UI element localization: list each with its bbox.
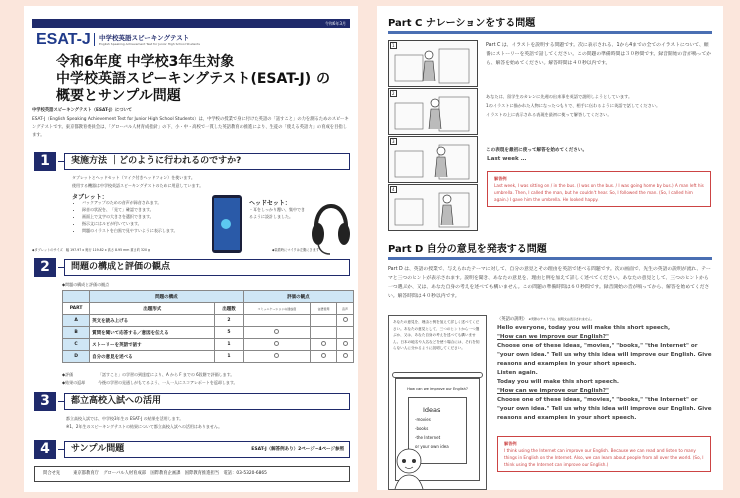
part-c-situation: あなたは、留学生のカレンに先週の出来事を英語で説明しようとしています。 1のイラストに描かれた人物になったつもりで、相手に伝わるように英語で話してください。 イラストの上に表示される表現を最初に使って解答してください。 bbox=[486, 94, 661, 117]
table-row: B 質問を聞いて応答する／意図を伝える 5 bbox=[63, 327, 354, 339]
screen-question: How can we improve our English? bbox=[407, 387, 468, 391]
tablet-heading: タブレット： bbox=[72, 194, 108, 201]
illustration-panel: 1 bbox=[388, 40, 478, 87]
script-line: Listen again. bbox=[497, 370, 538, 376]
table-row: A 英文を読み上げる 2 bbox=[63, 315, 354, 327]
s3-text: 都立高校入試では、中学校3年生の ESAT-J の結果を活用します。 ※1、2年生のスピーキングテストの結果について都立高校入試への活用はありません。 bbox=[66, 416, 223, 429]
script-line: reasons and examples in your short speech. bbox=[497, 415, 637, 421]
about-text: ESAT-J（English Speaking Achievement Test for Junior High School Students）は、中学校の授業で身に付けた英語の「話すこと」の力を測るためのスピーキングテストです。東京都教育委員会は、「グローバル人材育成指針」の下、小・中・高校で一貫した英語教育の推進により、生徒の「使える英語力」の育成を目指します。 bbox=[32, 117, 349, 138]
illustration-panel: 3 bbox=[388, 136, 478, 183]
scene-sketch-icon bbox=[389, 89, 478, 135]
logo-subtitle: 中学校英語スピーキングテスト English Speaking Achievement Test for Junior High School Students bbox=[94, 33, 200, 46]
s1-intro: タブレットとヘッドセット（マイク付きヘッドフォン）を使います。 使用する機器は中学校英語スピーキングテストのために用意しています。 bbox=[72, 175, 204, 188]
contact-box: 問合せ先 東京都教育庁 グローバル人材育成部 国際教育企画課 国際教育推進担当 電話：03-5320-6865 bbox=[34, 466, 350, 482]
ideas-box: Ideas -movies -books -the Internet or your own idea bbox=[408, 397, 467, 464]
check-circle-icon bbox=[274, 341, 279, 346]
headset-note: ◆装着時にマイクは左側にきます bbox=[272, 248, 319, 252]
script-line: Today you will make this short speech. bbox=[497, 379, 620, 385]
script-line: reasons and examples in your short speech. bbox=[497, 361, 637, 367]
illustration-panel: 2 bbox=[388, 88, 478, 135]
check-circle-icon bbox=[274, 329, 279, 334]
headset-text: ・耳をしっかり覆い、集中できるように設計しました。 bbox=[249, 207, 305, 219]
check-circle-icon bbox=[343, 341, 348, 346]
tablet-points: • バックアップのための音声が録音されます。 • 録音の状況を、「見て」確認できます。 • 画面上で文字の大きさを選択できます。 • 指示文にはルビが付いています。 • 問題のイラストを白黒で見やすいように表示します。 bbox=[76, 199, 178, 234]
part-c-prompt: この表現を最初に使って解答を始めてください。 bbox=[486, 148, 588, 153]
part-c-heading: Part C ナレーションをする問題 bbox=[388, 18, 536, 29]
tablet-note: ◆タブレットのサイズ 幅 197.97 x 奥行 119.82 x 高さ 8.95 mm 重さ約 320 g bbox=[32, 248, 151, 252]
table-notes: ◆評価 「話すこと」の学習の到達度により、A から F までの 6段階で評価します。 ◆結果の返却 今後の学習の見通しがもてるよう、一人一人にスコアレポートを返却します。 bbox=[62, 372, 238, 385]
part-d-description: Part D は、英語の授業で、与えられたテーマに対して、自分の意見とその理由を英語で述べる問題です。次の画面で、先生の英語の説明が流れ、テーマと三つのヒントが表示されます。説明を聞き、あなたの意見を、理由と例を加えて詳しく述べてください。あなたの意見として、三つのヒントから一つ選ぶか、又は、あなた自身の考えを述べても構いません。この問題の準備時間は６０秒間です。録音開始の音が鳴ってから、解答を始めてください。解答時間は４０秒以内です。 bbox=[388, 267, 711, 299]
section-1-header: 1 実施方法 ｜どのように行われるのですか? bbox=[34, 152, 350, 171]
section-3-header: 3 都立高校入試への活用 bbox=[34, 392, 350, 411]
check-circle-icon bbox=[321, 341, 326, 346]
table-row: D 自分の意見を述べる 1 bbox=[63, 351, 354, 363]
part-c-description: Part C は、イラストを説明する問題です。次に表示される、1から4までの全てのイラストについて、順番にストーリーを英語で話してください。この問題の準備時間は３０秒間です。録音開始の音が鳴ってから、解答を始めてください。解答時間は４０秒以内です。 bbox=[486, 43, 712, 66]
scene-sketch-icon bbox=[389, 185, 478, 231]
about-heading: 中学校英語スピーキングテスト（ESAT-J）について bbox=[32, 108, 133, 113]
check-circle-icon bbox=[343, 353, 348, 358]
check-circle-icon bbox=[274, 353, 279, 358]
script-line: Choose one of these ideas, "movies," "books," "the Internet" or bbox=[497, 397, 698, 403]
script-line: "your own idea." Tell us why this idea will improve our English. Give bbox=[497, 352, 712, 358]
part-c-starter: Last week … bbox=[487, 156, 527, 162]
date-bar: 令和6年3月 bbox=[32, 19, 350, 28]
overview-page bbox=[24, 6, 358, 492]
tablet-image bbox=[212, 195, 242, 253]
part-c-illustrations bbox=[388, 40, 478, 232]
part-d-answer: 解答例 I think using the Internet can improve our English. Because we can read and listen to many things in English on the Internet. Also, we can learn about people from all over the world. (So, I think using the Internet can improve our English.) bbox=[497, 436, 711, 472]
sample-questions-page bbox=[377, 6, 723, 490]
part-c-answer: 解答例 Last week, I was sitting on / in the bus. (I was on the bus. / I was going home by bus.) A man left his umbrella. Then, I called the man, but he couldn't hear. So, I followed the man. (So, I called him again.) I gave him the umbrella. He looked happy. bbox=[487, 171, 711, 207]
scene-sketch-icon bbox=[389, 137, 478, 183]
table-caption: ◆問題の構成と評価の観点 bbox=[62, 282, 110, 287]
part-d-heading: Part D 自分の意見を発表する問題 bbox=[388, 244, 547, 255]
illustration-panel: 4 bbox=[388, 184, 478, 231]
check-circle-icon bbox=[321, 353, 326, 358]
script-line: Hello everyone, today you will make this short speech, bbox=[497, 325, 671, 331]
script-line: "How can we improve our English?" bbox=[497, 388, 609, 394]
scene-sketch-icon bbox=[389, 41, 478, 87]
esat-logo: ESAT-J bbox=[36, 31, 91, 48]
check-circle-icon bbox=[343, 317, 348, 322]
teacher-illustration bbox=[391, 445, 427, 489]
english-explanation: 〈英語の説明〉 ※実際のテストでは、説明文は表示されません。 Hello everyone, today you will make this short speech, "How can we improve our English?" Choose one of these ideas, "movies," "books," "the Internet" or "your own idea." Tell us why this idea will improve our English. Give reasons and examples in your short speech. Listen again. Today you will make this short speech. "How can we improve our English?" Choose one of these ideas, "movies," "books," "the Internet" or "your own idea." Tell us why this idea will improve our English. Give reasons and examples in your short speech. bbox=[497, 315, 717, 423]
script-line: "How can we improve our English?" bbox=[497, 334, 609, 340]
script-line: "your own idea." Tell us why this idea will improve our English. Give bbox=[497, 406, 712, 412]
section-4-header: 4 サンプル問題 ESAT-J（解答例あり）2ページ~4ページ参照 bbox=[34, 440, 350, 459]
table-row: C ストーリーを英語で話す 1 bbox=[63, 339, 354, 351]
part-d-screen: あなたの意見を、理由と例を加えて詳しく述べてください。あなたの意見として、三つのヒントから一つ選ぶか、又は、あなた自身の考えを述べても構いません。日本の地名や人名などを使う場合には、それを知らない人に分かるように説明してください。 How can we improve our English? Ideas -movies -books -the Internet or your own idea bbox=[388, 315, 487, 490]
evaluation-table: 問題の構成 評価の観点 PART 出題形式 出題数 コミュニケーションの達成度 言語使用 音声 A 英文を読み上げる 2 B 質問を聞いて応答する／意図を伝える 5 C ストーリーを英語で話す 1 D 自分の意見を述べる 1 bbox=[62, 290, 354, 363]
script-line: Choose one of these ideas, "movies," "books," "the Internet" or bbox=[497, 343, 698, 349]
page-title: 令和6年度 中学校3年生対象 中学校英語スピーキングテスト(ESAT-J) の 概要とサンプル問題 bbox=[56, 54, 331, 104]
headset-heading: ヘッドセット： bbox=[249, 200, 291, 207]
section-2-header: 2 問題の構成と評価の観点 bbox=[34, 258, 350, 277]
